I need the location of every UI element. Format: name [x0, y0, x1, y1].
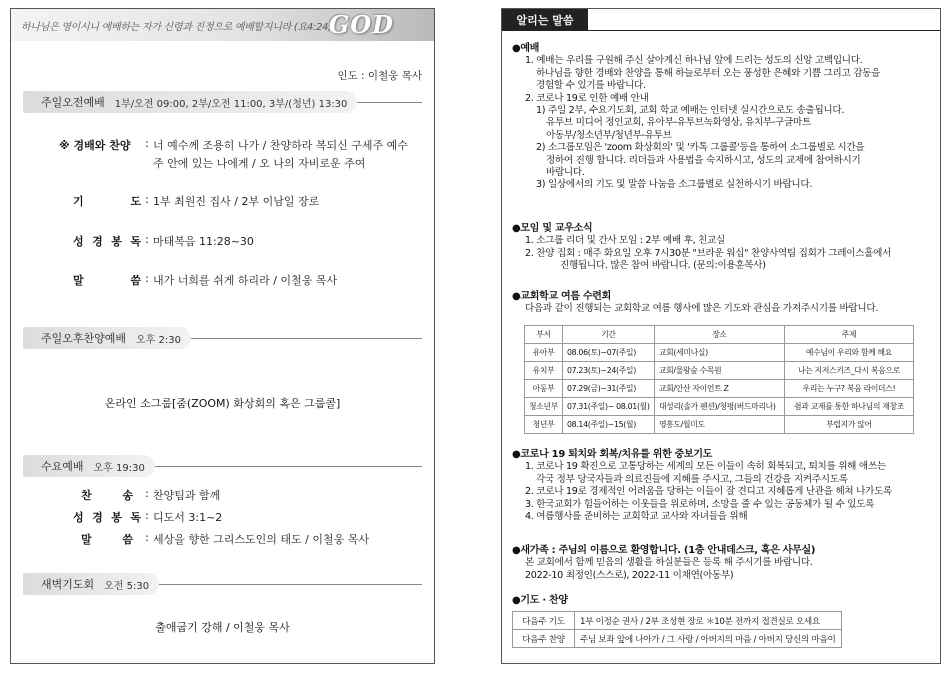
order-value: 디도서 3:1~2: [153, 511, 223, 524]
cell-place: 교회/물왕숲 수목원: [654, 362, 784, 380]
prayer-praise-notice: [512, 595, 932, 607]
notice-line: 1. 예배는 우리를 구원해 주신 살아계신 하나님 앞에 드리는 성도의 신앙 고백입니다.: [525, 55, 863, 67]
order-value-cont: 주 안에 있는 나에게 / 오 나의 자비로운 주여: [153, 157, 366, 170]
notice-line: 1. 소그룹 리더 및 간사 모임 : 2부 예배 후, 친교실: [525, 235, 725, 247]
section-time: 1부/오전 09:00, 2부/오전 11:00, 3부/(청년) 13:30: [114, 98, 348, 110]
table-row: [525, 398, 914, 416]
cell-dept: 유아부: [525, 344, 563, 362]
cell-place: 대성리(솔가 펜션)/청평(버드마리나): [654, 398, 784, 416]
cell-theme: 우리는 누구? 복음 라이더스!: [784, 380, 913, 398]
notice-line: 2. 찬양 집회 : 매주 화요일 오후 7시30분 "브라운 워십" 찬양사역팀 집회가 그레이스홀에서: [525, 247, 892, 259]
section-sunday-pm: [23, 327, 422, 349]
column-header: 기간: [562, 326, 654, 344]
table-row: [525, 344, 914, 362]
order-label: 성 경 봉 독: [73, 511, 141, 524]
table-row: [513, 612, 842, 630]
cell-period: 08.06(토)~07(주일): [562, 344, 654, 362]
cell-dept: 아동부: [525, 380, 563, 398]
row-key: 다음주 찬양: [513, 630, 575, 648]
cell-period: 07.23(토)~24(주일): [562, 362, 654, 380]
god-logo: GOD: [328, 10, 394, 39]
announcements-heading: 알리는 말씀: [502, 9, 588, 31]
section-wednesday: [23, 455, 422, 477]
notice-line: 1. 코로나 19 확진으로 고통당하는 세계의 모든 이들이 속히 회복되고, 퇴치를 위해 애쓰는: [525, 461, 886, 473]
column-header: 부서: [525, 326, 563, 344]
notice-line: 본 교회에서 함께 믿음의 생활을 하실분들은 등록 해 주시기를 바랍니다.: [525, 557, 813, 569]
section-header: [23, 91, 357, 113]
notice-line: 3. 한국교회가 힘들어하는 이웃들을 위로하며, 소망을 줄 수 있는 공동체가 될 수 있도록: [525, 498, 875, 510]
order-value: 찬양팀과 함께: [153, 489, 221, 502]
section-time: 오후 19:30: [93, 462, 145, 474]
row-value: 1부 이정순 권사 / 2부 조성현 장로 ＊10분 전까지 접견실로 오세요: [575, 612, 842, 630]
section-sunday-am: [23, 91, 422, 113]
order-row-reading: 성 경 봉 독 : 디도서 3:1~2: [73, 509, 223, 524]
row-key: 다음주 기도: [513, 612, 575, 630]
notice-line: 2022-10 최정인(스스로), 2022-11 이채연(아동부): [525, 569, 734, 581]
notice-line: 2. 코로나 19로 경제적인 어려움을 당하는 이들이 잘 견디고 지혜롭게 난관을 헤쳐 나가도록: [525, 486, 893, 498]
cell-period: 07.31(주일)~ 08.01(월): [562, 398, 654, 416]
meeting-notice: [512, 223, 932, 273]
order-value: 1부 최원진 집사 / 2부 이남일 장로: [153, 195, 320, 208]
notice-line: 정하여 진행 합니다. 리더들과 사용법을 숙지하시고, 성도의 교제에 참여하시기: [546, 154, 861, 166]
cell-dept: 청소년부: [525, 398, 563, 416]
order-label: [59, 137, 141, 153]
section-title: 새벽기도회: [41, 578, 95, 591]
order-row-prayer: 기 도 : 1부 최원진 집사 / 2부 이남일 장로: [73, 193, 320, 208]
online-smallgroup-text: 온라인 소그룹[줌(ZOOM) 화상회의 혹은 그룹콜]: [104, 397, 341, 410]
notice-title: ●모임 및 교우소식: [512, 223, 593, 234]
order-label: 말 씀: [73, 274, 141, 287]
notice-line: 2) 소그룹모임은 'zoom 화상회의' 및 '카톡 그룹콜'등을 통하여 소그룹별로 시간을: [536, 142, 865, 154]
order-of-worship-page: [10, 8, 435, 664]
order-value: 내가 너희를 쉬게 하리라 / 이철웅 목사: [153, 274, 338, 287]
heading-rule: [588, 30, 940, 31]
notice-line: 3) 일상에서의 기도 및 말씀 나눔을 소그룹별로 실천하시기 바랍니다.: [536, 179, 813, 191]
announcements-page: [501, 8, 941, 664]
section-header: [23, 327, 191, 349]
worship-notice: [512, 43, 932, 192]
row-value: 주님 보좌 앞에 나아가 / 그 사랑 / 아버지의 마음 / 아버지 당신의 마음이: [575, 630, 842, 648]
order-row-sermon: 말 씀 : 내가 너희를 쉬게 하리라 / 이철웅 목사: [73, 272, 338, 287]
camp-notice: [512, 291, 932, 316]
cell-period: 08.14(주일)~15(월): [562, 416, 654, 434]
notice-title: ●예배: [512, 43, 540, 54]
notice-line: 유투브 미디어 정인교회, 유아부-유투브녹화영상, 유치부-구글마트: [546, 117, 811, 129]
notice-line: 바랍니다.: [546, 167, 585, 179]
notice-line: 1) 주일 2부, 수요기도회, 교회 학교 예배는 인터넷 실시간으로도 송출됩니다.: [536, 105, 845, 117]
order-label: 말 씀: [81, 533, 133, 546]
worship-leader: 인도 : 이철웅 목사: [337, 70, 422, 82]
notice-line: 경험할 수 있기를 바랍니다.: [536, 80, 646, 92]
order-row-sermon: 말 씀 : 세상을 향한 그리스도인의 태도 / 이철웅 목사: [73, 531, 369, 547]
section-title: 주일오전예배: [41, 96, 105, 109]
cell-theme: 예수님이 우리와 함께 해요: [784, 344, 913, 362]
cell-period: 07.29(금)~31(주일): [562, 380, 654, 398]
banner-scripture: 하나님은 영이시니 예배하는 자가 신령과 진정으로 예배할지니라 (요4:24): [21, 22, 332, 33]
prayer-praise-table: [512, 611, 842, 648]
order-row-worship-cont: [153, 155, 365, 171]
section-header: [23, 573, 159, 595]
notice-line: 4. 여름행사를 준비하는 교회학교 교사와 자녀들을 위해: [525, 511, 748, 523]
column-header: 주제: [784, 326, 913, 344]
order-row-hymn: 찬 송 : 찬양팀과 함께: [73, 487, 220, 503]
notice-title: ●코로나 19 퇴치와 회복/치유를 위한 중보기도: [512, 449, 713, 460]
notice-title: ●교회학교 여름 수련회: [512, 291, 612, 302]
table-row: [525, 416, 914, 434]
notice-line: 각국 정부 당국자들과 의료진들에 지혜를 주시고, 그들의 건강을 지켜주시도록: [536, 473, 848, 485]
cell-dept: 유치부: [525, 362, 563, 380]
newcomer-notice: [512, 545, 932, 582]
cell-dept: 청년부: [525, 416, 563, 434]
section-dawn: [23, 573, 422, 595]
order-row-reading: 성 경 봉 독 : 마태복음 11:28~30: [73, 233, 254, 248]
table-header-row: [525, 326, 914, 344]
notice-line: 아동부/청소년부/청년부-유투브: [546, 129, 672, 141]
cell-theme: 나는 지저스키즈_다시 복음으로: [784, 362, 913, 380]
scripture-banner: [11, 9, 434, 41]
order-label: 성 경 봉 독: [73, 235, 141, 248]
column-header: 장소: [654, 326, 784, 344]
order-value: 너 예수께 조용히 나가 / 찬양하라 복되신 구세주 예수: [153, 139, 408, 152]
cell-theme: 쉼과 교제를 통한 하나님의 재창조: [784, 398, 913, 416]
dawn-sermon-text: 출애굽기 강해 / 이철웅 목사: [155, 621, 290, 634]
notice-line: 진행됩니다. 많은 참여 바랍니다. (문의:이용훈목사): [560, 260, 766, 272]
table-row: [525, 380, 914, 398]
table-row: [525, 362, 914, 380]
notice-title: ●기도 · 찬양: [512, 595, 568, 606]
notice-title: ●새가족 : 주님의 이름으로 환영합니다. (1층 안내데스크, 혹은 사무실): [512, 545, 816, 556]
section-time: 오후 2:30: [136, 334, 181, 346]
notice-line: 2. 코로나 19로 인한 예배 안내: [525, 92, 649, 104]
notice-line: 다음과 같이 진행되는 교회학교 여름 행사에 많은 기도와 관심을 가져주시기를 바랍니다.: [525, 303, 879, 315]
cell-place: 교회/안산 자이언트 Z: [654, 380, 784, 398]
section-title: 주일오후찬양예배: [41, 332, 127, 345]
section-header: [23, 455, 155, 477]
summer-camp-table: [524, 325, 914, 434]
order-label: 찬 송: [81, 489, 133, 502]
order-value: 세상을 향한 그리스도인의 태도 / 이철웅 목사: [153, 533, 369, 546]
notice-line: 하나님을 향한 경배와 찬양을 통해 하늘로부터 오는 풍성한 은혜와 기쁨 그리고 감동을: [536, 67, 881, 79]
cell-place: 교회(세미나실): [654, 344, 784, 362]
section-time: 오전 5:30: [104, 580, 150, 592]
order-label-text: ※ 경배와 찬양: [59, 139, 131, 152]
covid-prayer-notice: [512, 449, 932, 523]
order-value: 마태복음 11:28~30: [153, 235, 254, 248]
order-row-worship: ※ 경배와 찬양 : 너 예수께 조용히 나가 / 찬양하라 복되신 구세주 예수: [59, 137, 408, 152]
cell-place: 영흥도/월미도: [654, 416, 784, 434]
cell-theme: 부럽지가 않어: [784, 416, 913, 434]
table-row: [513, 630, 842, 648]
order-label: 기 도: [73, 195, 141, 208]
section-title: 수요예배: [41, 460, 84, 473]
